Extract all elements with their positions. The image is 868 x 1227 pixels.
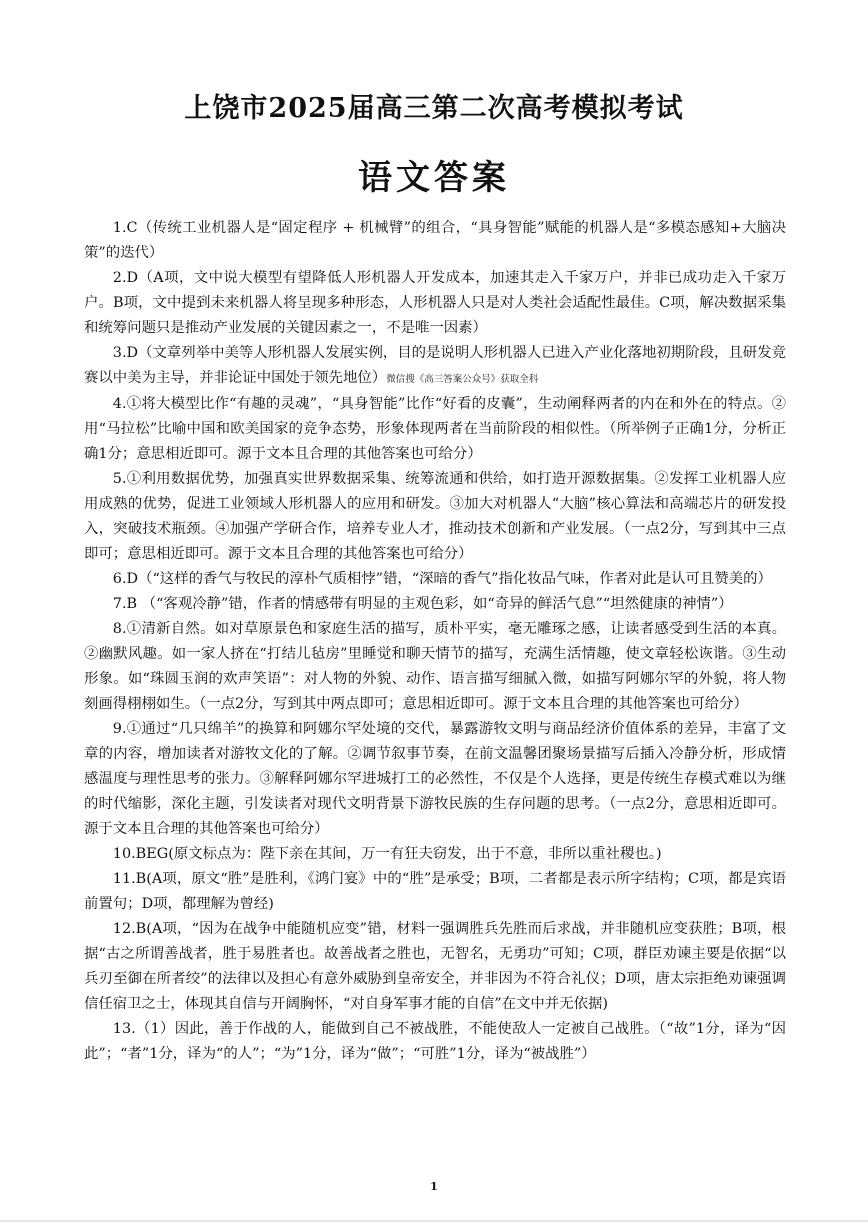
answer-8: 8.①清新自然。如对草原景色和家庭生活的描写，质朴平实，毫无雕琢之感，让读者感受到生活的本真。②幽默风趣。如一家人挤在“打结儿毡房”里睡觉和聊天情节的描写，充满生活情趣，使文章轻松诙谐。③生动形象。如“珠圆玉润的欢声笑语”：对人物的外貌、动作、语言描写细腻入微，如描写阿娜尔罕的外貌，将人物刻画得栩栩如生。（一点2分，写到其中两点即可；意思相近即可。源于文本且合理的其他答案也可给分） bbox=[84, 621, 786, 712]
answer-2: 2.D（A项，文中说大模型有望降低人形机器人开发成本，加速其走入千家万户，并非已成功走入千家万户。B项，文中提到未来机器人将呈现多种形态，人形机器人只是对人类社会适配性最佳。C项，解决数据采集和统筹问题只是推动产业发展的关键因素之一，不是唯一因素） bbox=[84, 270, 786, 336]
answer-11: 11.B(A项，原文“胜”是胜利，《鸿门宴》中的“胜”是承受；B项，二者都是表示所字结构；C项，都是宾语前置句；D项，都理解为曾经) bbox=[84, 871, 786, 912]
answer-1: 1.C（传统工业机器人是“固定程序 + 机械臂”的组合，“具身智能”赋能的机器人是“多模态感知+大脑决策”的迭代） bbox=[84, 220, 786, 261]
page-number: 1 bbox=[430, 1180, 438, 1193]
answer-12: 12.B(A项，“因为在战争中能随机应变”错，材料一强调胜兵先胜而后求战，并非随机应变获胜；B项，根据“古之所谓善战者，胜于易胜者也。故善战者之胜也，无智名，无勇功”可知；C项，群臣劝谏主要是依据“以兵刃至御在所者绞”的法律以及担心有意外威胁到皇帝安全，并非因为不符合礼仪；D项，唐太宗拒绝劝谏强调信任宿卫之士，体现其自信与开阔胸怀，“对自身军事才能的自信”在文中并无依据) bbox=[84, 921, 786, 1012]
answer-key-title: 语文答案 bbox=[358, 158, 510, 198]
page-bottom-divider bbox=[0, 1220, 868, 1222]
answer-list bbox=[84, 216, 786, 1067]
answer-3-text: 3.D（文章列举中美等人形机器人发展实例，目的是说明人形机器人已进入产业化落地初期阶段，且研发竞赛以中美为主导，并非论证中国处于领先地位） bbox=[84, 345, 786, 386]
answer-5: 5.①利用数据优势，加强真实世界数据采集、统筹流通和供给，如打造开源数据集。②发挥工业机器人应用成熟的优势，促进工业领域人形机器人的应用和研发。③加大对机器人“大脑”核心算法和高端芯片的研发投入，突破技术瓶颈。④加强产学研合作，培养专业人才，推动技术创新和产业发展。（一点2分，写到其中三点即可；意思相近即可。源于文本且合理的其他答案也可给分） bbox=[84, 471, 786, 562]
answer-10: 10.BEG(原文标点为：陛下亲在其间，万一有狂夫窃发，出于不意，非所以重社稷也。) bbox=[112, 846, 662, 862]
answer-7: 7.B （“客观冷静”错，作者的情感带有明显的主观色彩，如“奇异的鲜活气息”“坦然健康的神情”） bbox=[112, 596, 733, 612]
answer-6: 6.D（“这样的香气与牧民的淳朴气质相悖”错，“深暗的香气”指化妆品气味，作者对此是认可且赞美的） bbox=[112, 571, 772, 587]
answer-9: 9.①通过“几只绵羊”的换算和阿娜尔罕处境的交代，暴露游牧文明与商品经济价值体系的差异，丰富了文章的内容，增加读者对游牧文化的了解。②调节叙事节奏，在前文温馨团聚场景描写后插入冷静分析，形成情感温度与理性思考的张力。③解释阿娜尔罕进城打工的必然性，不仅是个人选择，更是传统生存模式难以为继的时代缩影，深化主题，引发读者对现代文明背景下游牧民族的生存问题的思考。（一点2分，意思相近即可。源于文本且合理的其他答案也可给分） bbox=[84, 721, 786, 837]
answer-13: 13.（1）因此，善于作战的人，能做到自己不被战胜，不能使敌人一定被自己战胜。（“故”1分，译为“因此”；“者”1分，译为“的人”；“为”1分，译为“做”；“可胜”1分，译为“被战胜”） bbox=[84, 1021, 786, 1062]
answer-4: 4.①将大模型比作“有趣的灵魂”，“具身智能”比作“好看的皮囊”，生动阐释两者的内在和外在的特点。②用“马拉松”比喻中国和欧美国家的竞争态势，形象体现两者在当前阶段的相似性。（所举例子正确1分，分析正确1分；意思相近即可。源于文本且合理的其他答案也可给分） bbox=[84, 396, 786, 462]
watermark-note: 微信搜《高三答案公众号》获取全科 bbox=[386, 374, 539, 385]
answer-3 bbox=[84, 341, 786, 392]
exam-title: 上饶市2025届高三第二次高考模拟考试 bbox=[184, 93, 684, 124]
